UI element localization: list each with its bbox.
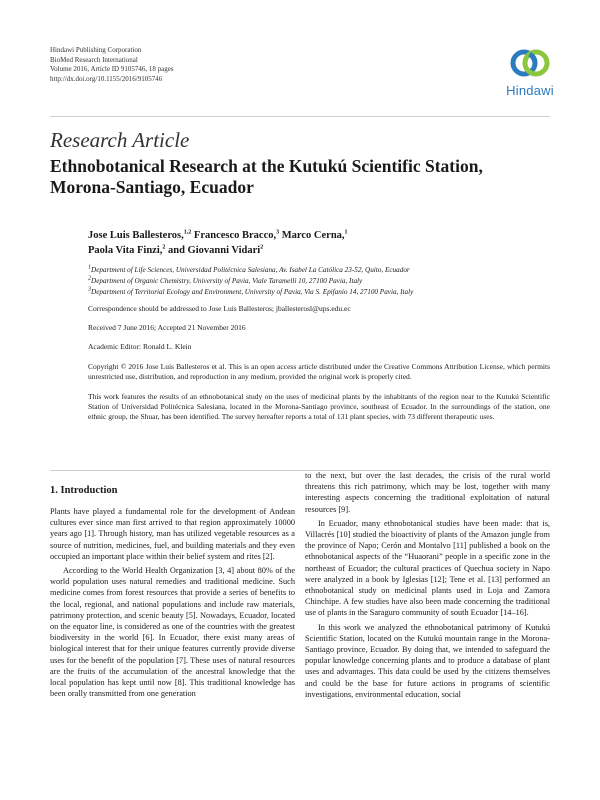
author-affil-sup: 1,2 <box>183 229 192 236</box>
body-column-right <box>305 470 550 700</box>
author-affil-sup: 2 <box>162 244 166 251</box>
body-column-left <box>50 484 295 699</box>
article-title: Ethnobotanical Research at the Kutukú Scientific Station, Morona-Santiago, Ecuador <box>50 156 483 197</box>
copyright-notice: Copyright © 2016 Jose Luis Ballesteros et al. This is an open access article distributed under the Creative Commons Attribution License, which permits unrestricted use, distribution, and reproduction in any medium, provided the original work is properly cited. <box>88 362 550 381</box>
affil-sup: 3 <box>88 286 91 293</box>
author-list <box>88 228 550 258</box>
author-name[interactable]: Marco Cerna, <box>279 230 345 241</box>
author-name[interactable]: Paola Vita Finzi, <box>88 245 163 256</box>
header-divider <box>50 116 550 117</box>
affiliation <box>88 287 550 298</box>
section-heading: 1. Introduction <box>50 485 118 496</box>
body-paragraph: In this work we analyzed the ethnobotanical patrimony of Kutukú Scientific Station, located on the Kutukú mountain range in the Morona-Santiago province, Ecuador. By doing that, we intended to safeguard the popular knowledge concerning plants and to produce a database of plant uses and advantages. This data could be used by the citizens themselves and could be the base for future actions in programs of scientific investigations, environmental education, social <box>305 622 550 699</box>
correspondence: Correspondence should be addressed to Jose Luis Ballesteros; jballesterosl@ups.edu.ec <box>88 304 351 313</box>
hindawi-logo <box>500 44 560 106</box>
affiliations <box>88 265 550 298</box>
body-paragraph: According to the World Health Organization [3, 4] about 80% of the world population uses natural remedies and traditional medicine. Such medicine comes from forest resources that provide a series of benefits to the local, regional, and national populations and include raw materials, patrimony protection, and scenic beauty [5]. Nowadays, Ecuador, located on the equator line, is considered as one of the countries with the greatest biodiversity in the world [6]. In Ecuador, there exist many areas of biological interest that for their unique features currently provide diverse uses for the benefit of the population [7]. These uses of natural resources are the fruits of the accumulation of the ancestral knowledge that the local population has kept until now [8]. This traditional knowledge has been orally transmitted from one generation <box>50 566 295 699</box>
received-accepted-dates: Received 7 June 2016; Accepted 21 November 2016 <box>88 323 246 332</box>
body-paragraph: In Ecuador, many ethnobotanical studies have been made: that is, Villacrés [10] studied the bioactivity of plants of the Amazon jungle from the province of Napo; Cerón and Montalvo [11] published a book on the ethnobotanical aspects of the “Huaorani” people in a specific zone in the northeast of Ecuador; the cultural practices of Quechua society in Napo were analyzed in a book by Iglesias [12]; Tene et al. [13] performed an ethnobotanical study on medicinal plants used in Loja and Zamora Chinchipe. A few studies have also been made concerning the traditional use of plants in the Saraguro community of south Ecuador [14–16]. <box>305 518 550 618</box>
article-type: Research Article <box>50 128 190 152</box>
academic-editor: Academic Editor: Ronald L. Klein <box>88 342 192 351</box>
author-name[interactable]: Francesco Bracco, <box>191 230 277 241</box>
publisher-line: Hindawi Publishing Corporation <box>50 46 142 54</box>
affil-sup: 2 <box>88 275 91 282</box>
affil-text: Department of Life Sciences, Universidad Politécnica Salesiana, Av. Isabel La Católica 23-52, Quito, Ecuador <box>91 266 410 274</box>
affil-text: Department of Territorial Ecology and Environment, University of Pavia, Via S. Epifanio 14, 27100 Pavia, Italy <box>91 288 414 296</box>
author-name[interactable]: and Giovanni Vidari <box>165 245 261 256</box>
affiliation <box>88 276 550 287</box>
body-paragraph: Plants have played a fundamental role for the development of Andean cultures ever since man first arrived to that region approximately 10000 years ago [1]. Through history, man has utilized vegetable resources as a source of nutrition, medicines, fuel, and building materials and they even occupied an important place within their belief system and rites [2]. <box>50 507 295 561</box>
journal-line: BioMed Research International <box>50 55 138 64</box>
author-affil-sup: 1 <box>344 229 348 236</box>
author-name[interactable]: Jose Luis Ballesteros, <box>88 230 184 241</box>
front-matter <box>88 228 550 422</box>
author-affil-sup: 2 <box>260 244 264 251</box>
affil-text: Department of Organic Chemistry, University of Pavia, Viale Taramelli 10, 27100 Pavia, Italy <box>91 277 363 285</box>
body-paragraph: to the next, but over the last decades, the crisis of the rural world threatens this rich patrimony, which may be lost, together with many interesting aspects concerning the traditional exploitation of natural resources [9]. <box>305 471 550 514</box>
journal-meta <box>50 46 174 84</box>
affiliation <box>88 265 550 276</box>
doi-link[interactable]: http://dx.doi.org/10.1155/2016/9105746 <box>50 74 163 83</box>
hindawi-rings-icon <box>509 44 551 82</box>
volume-line: Volume 2016, Article ID 9105746, 18 pages <box>50 65 174 73</box>
abstract: This work features the results of an ethnobotanical study on the uses of medicinal plants by the inhabitants of the region near to the Kutukú Scientific Station of Universidad Politécnica Salesiana, located in the Morona-Santiago province, southeast of Ecuador. In the surroundings of the station, one ethnic group, the Shuar, has been identified. The survey hereafter reports a total of 131 plant species, with 73 different therapeutic uses. <box>88 392 550 421</box>
logo-wordmark: Hindawi <box>506 83 554 98</box>
affil-sup: 1 <box>88 264 91 271</box>
author-affil-sup: 3 <box>276 229 280 236</box>
